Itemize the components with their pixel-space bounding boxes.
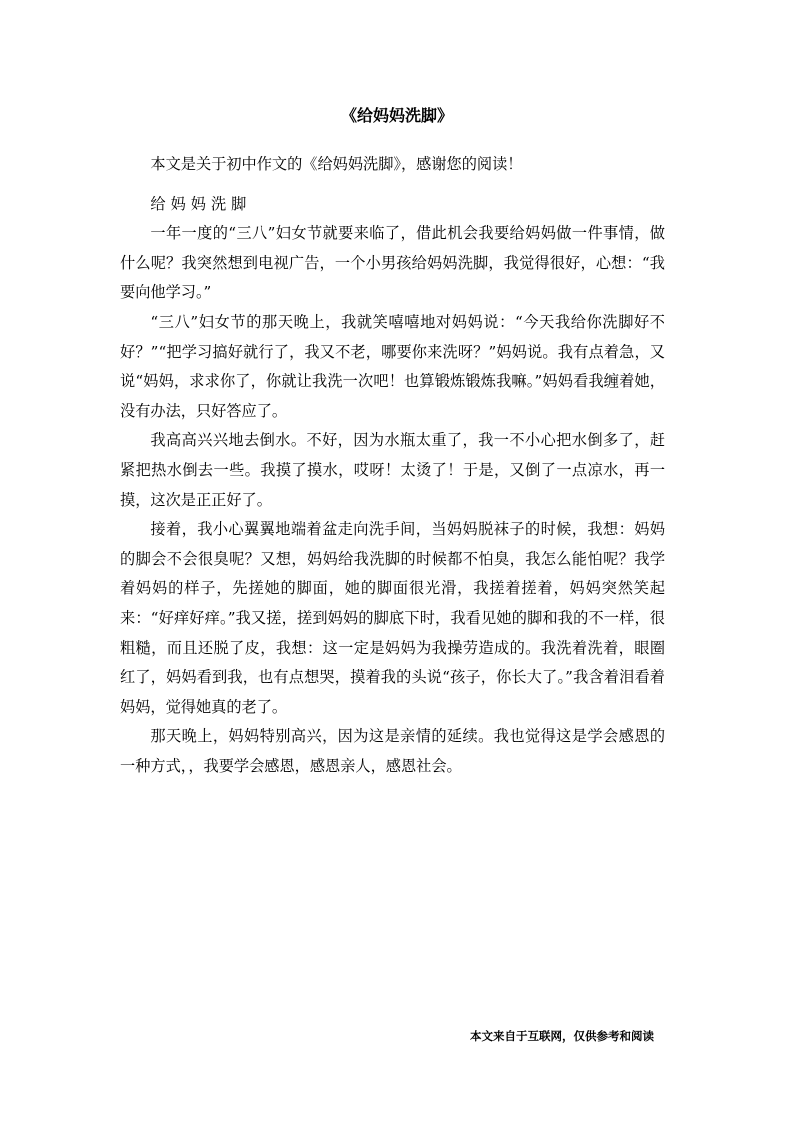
essay-subtitle: 给妈妈洗脚: [150, 194, 252, 213]
essay-paragraph-2: “三八”妇女节的那天晚上，我就笑嘻嘻地对妈妈说：“今天我给你洗脚好不好？”“把学习搞好就行了，我又不老，哪要你来洗呀？”妈妈说。我有点着急，又说“妈妈，求求你了，你就让我洗一次吧！也算锻炼锻炼我嘛。”妈妈看我缠着她，没有办法，只好答应了。: [120, 312, 665, 420]
essay-paragraph-1: 一年一度的“三八”妇女节就要来临了，借此机会我要给妈妈做一件事情，做什么呢？我突然想到电视广告，一个小男孩给妈妈洗脚，我觉得很好，心想：“我要向他学习。”: [120, 224, 665, 302]
essay-paragraph-4: 接着，我小心翼翼地端着盆走向洗手间，当妈妈脱袜子的时候，我想：妈妈的脚会不会很臭呢？又想，妈妈给我洗脚的时候都不怕臭，我怎么能怕呢？我学着妈妈的样子，先搓她的脚面，她的脚面很光滑，我搓着搓着，妈妈突然笑起来：“好痒好痒。”我又搓，搓到妈妈的脚底下时，我看见她的脚和我的不一样，很粗糙，而且还脱了皮，我想：这一定是妈妈为我操劳造成的。我洗着洗着，眼圈红了，妈妈看到我，也有点想哭，摸着我的头说“孩子，你长大了。”我含着泪看着妈妈，觉得她真的老了。: [120, 520, 665, 716]
document-title: 《给妈妈洗脚》: [340, 106, 453, 125]
intro-paragraph: 本文是关于初中作文的《给妈妈洗脚》，感谢您的阅读！: [150, 155, 523, 173]
footer-note: 本文来自于互联网，仅供参考和阅读: [470, 1029, 654, 1043]
document-body: [120, 150, 665, 781]
essay-paragraph-3: 我高高兴兴地去倒水。不好，因为水瓶太重了，我一不小心把水倒多了，赶紧把热水倒去一些。我摸了摸水，哎呀！太烫了！于是，又倒了一点凉水，再一摸，这次是正正好了。: [120, 431, 665, 509]
essay-paragraph-5: 那天晚上，妈妈特别高兴，因为这是亲情的延续。我也觉得这是学会感恩的一种方式，，我要学会感恩，感恩亲人，感恩社会。: [120, 727, 665, 775]
